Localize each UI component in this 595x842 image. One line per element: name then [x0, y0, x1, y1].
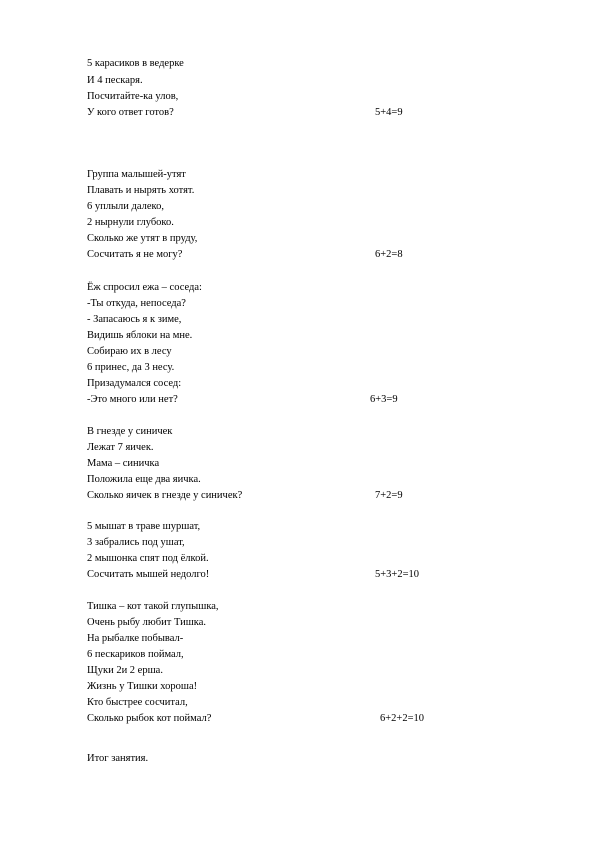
poem-line: -Это много или нет?: [87, 394, 178, 405]
poem-line: Сосчитать я не могу?: [87, 249, 183, 260]
poem-line: В гнезде у синичек: [87, 426, 173, 437]
poem-answer: 6+3=9: [370, 394, 398, 405]
poem-line: Положила еще два яичка.: [87, 474, 201, 485]
poem-line: Жизнь у Тишки хороша!: [87, 681, 198, 692]
poem-line: -Ты откуда, непоседа?: [87, 298, 186, 309]
poem-line: Плавать и нырять хотят.: [87, 185, 195, 196]
poem-line: 5 карасиков в ведерке: [87, 58, 184, 69]
poem-line: На рыбалке побывал-: [87, 633, 184, 644]
poem-line: 6 пескариков поймал,: [87, 649, 184, 660]
poem-line: 6 уплыли далеко,: [87, 201, 164, 212]
poem-line: Ёж спросил ежа – соседа:: [87, 282, 202, 293]
poem-line: Сколько яичек в гнезде у синичек?: [87, 490, 243, 501]
poem-line: Лежат 7 яичек.: [87, 442, 154, 453]
poem-line: Призадумался сосед:: [87, 378, 182, 389]
poem-line: Щуки 2и 2 ерша.: [87, 665, 163, 676]
poem-line: Сколько рыбок кот поймал?: [87, 713, 212, 724]
poem-line: Посчитайте-ка улов,: [87, 91, 179, 102]
poem-line: Сосчитать мышей недолго!: [87, 569, 210, 580]
poem-line: Кто быстрее сосчитал,: [87, 697, 188, 708]
poem-line: 2 мышонка спят под ёлкой.: [87, 553, 209, 564]
poem-line: И 4 пескаря.: [87, 75, 143, 86]
poem-line: Группа малышей-утят: [87, 169, 186, 180]
poem-line: 6 принес, да 3 несу.: [87, 362, 175, 373]
poem-answer: 6+2+2=10: [380, 713, 425, 724]
poem-line: - Запасаюсь я к зиме,: [87, 314, 182, 325]
closing-text: Итог занятия.: [87, 753, 149, 764]
poem-line: Видишь яблоки на мне.: [87, 330, 193, 341]
poem-answer: 5+3+2=10: [375, 569, 420, 580]
poem-answer: 7+2=9: [375, 490, 403, 501]
poem-line: Очень рыбу любит Тишка.: [87, 617, 207, 628]
poem-line: Собираю их в лесу: [87, 346, 172, 357]
poem-line: 3 забрались под ушат,: [87, 537, 185, 548]
poem-line: 2 нырнули глубоко.: [87, 217, 174, 228]
poem-answer: 5+4=9: [375, 107, 403, 118]
poem-line: Мама – синичка: [87, 458, 160, 469]
poem-line: Тишка – кот такой глупышка,: [87, 601, 219, 612]
poem-answer: 6+2=8: [375, 249, 403, 260]
poem-line: У кого ответ готов?: [87, 107, 174, 118]
poem-line: Сколько же утят в пруду,: [87, 233, 198, 244]
poem-line: 5 мышат в траве шуршат,: [87, 521, 201, 532]
